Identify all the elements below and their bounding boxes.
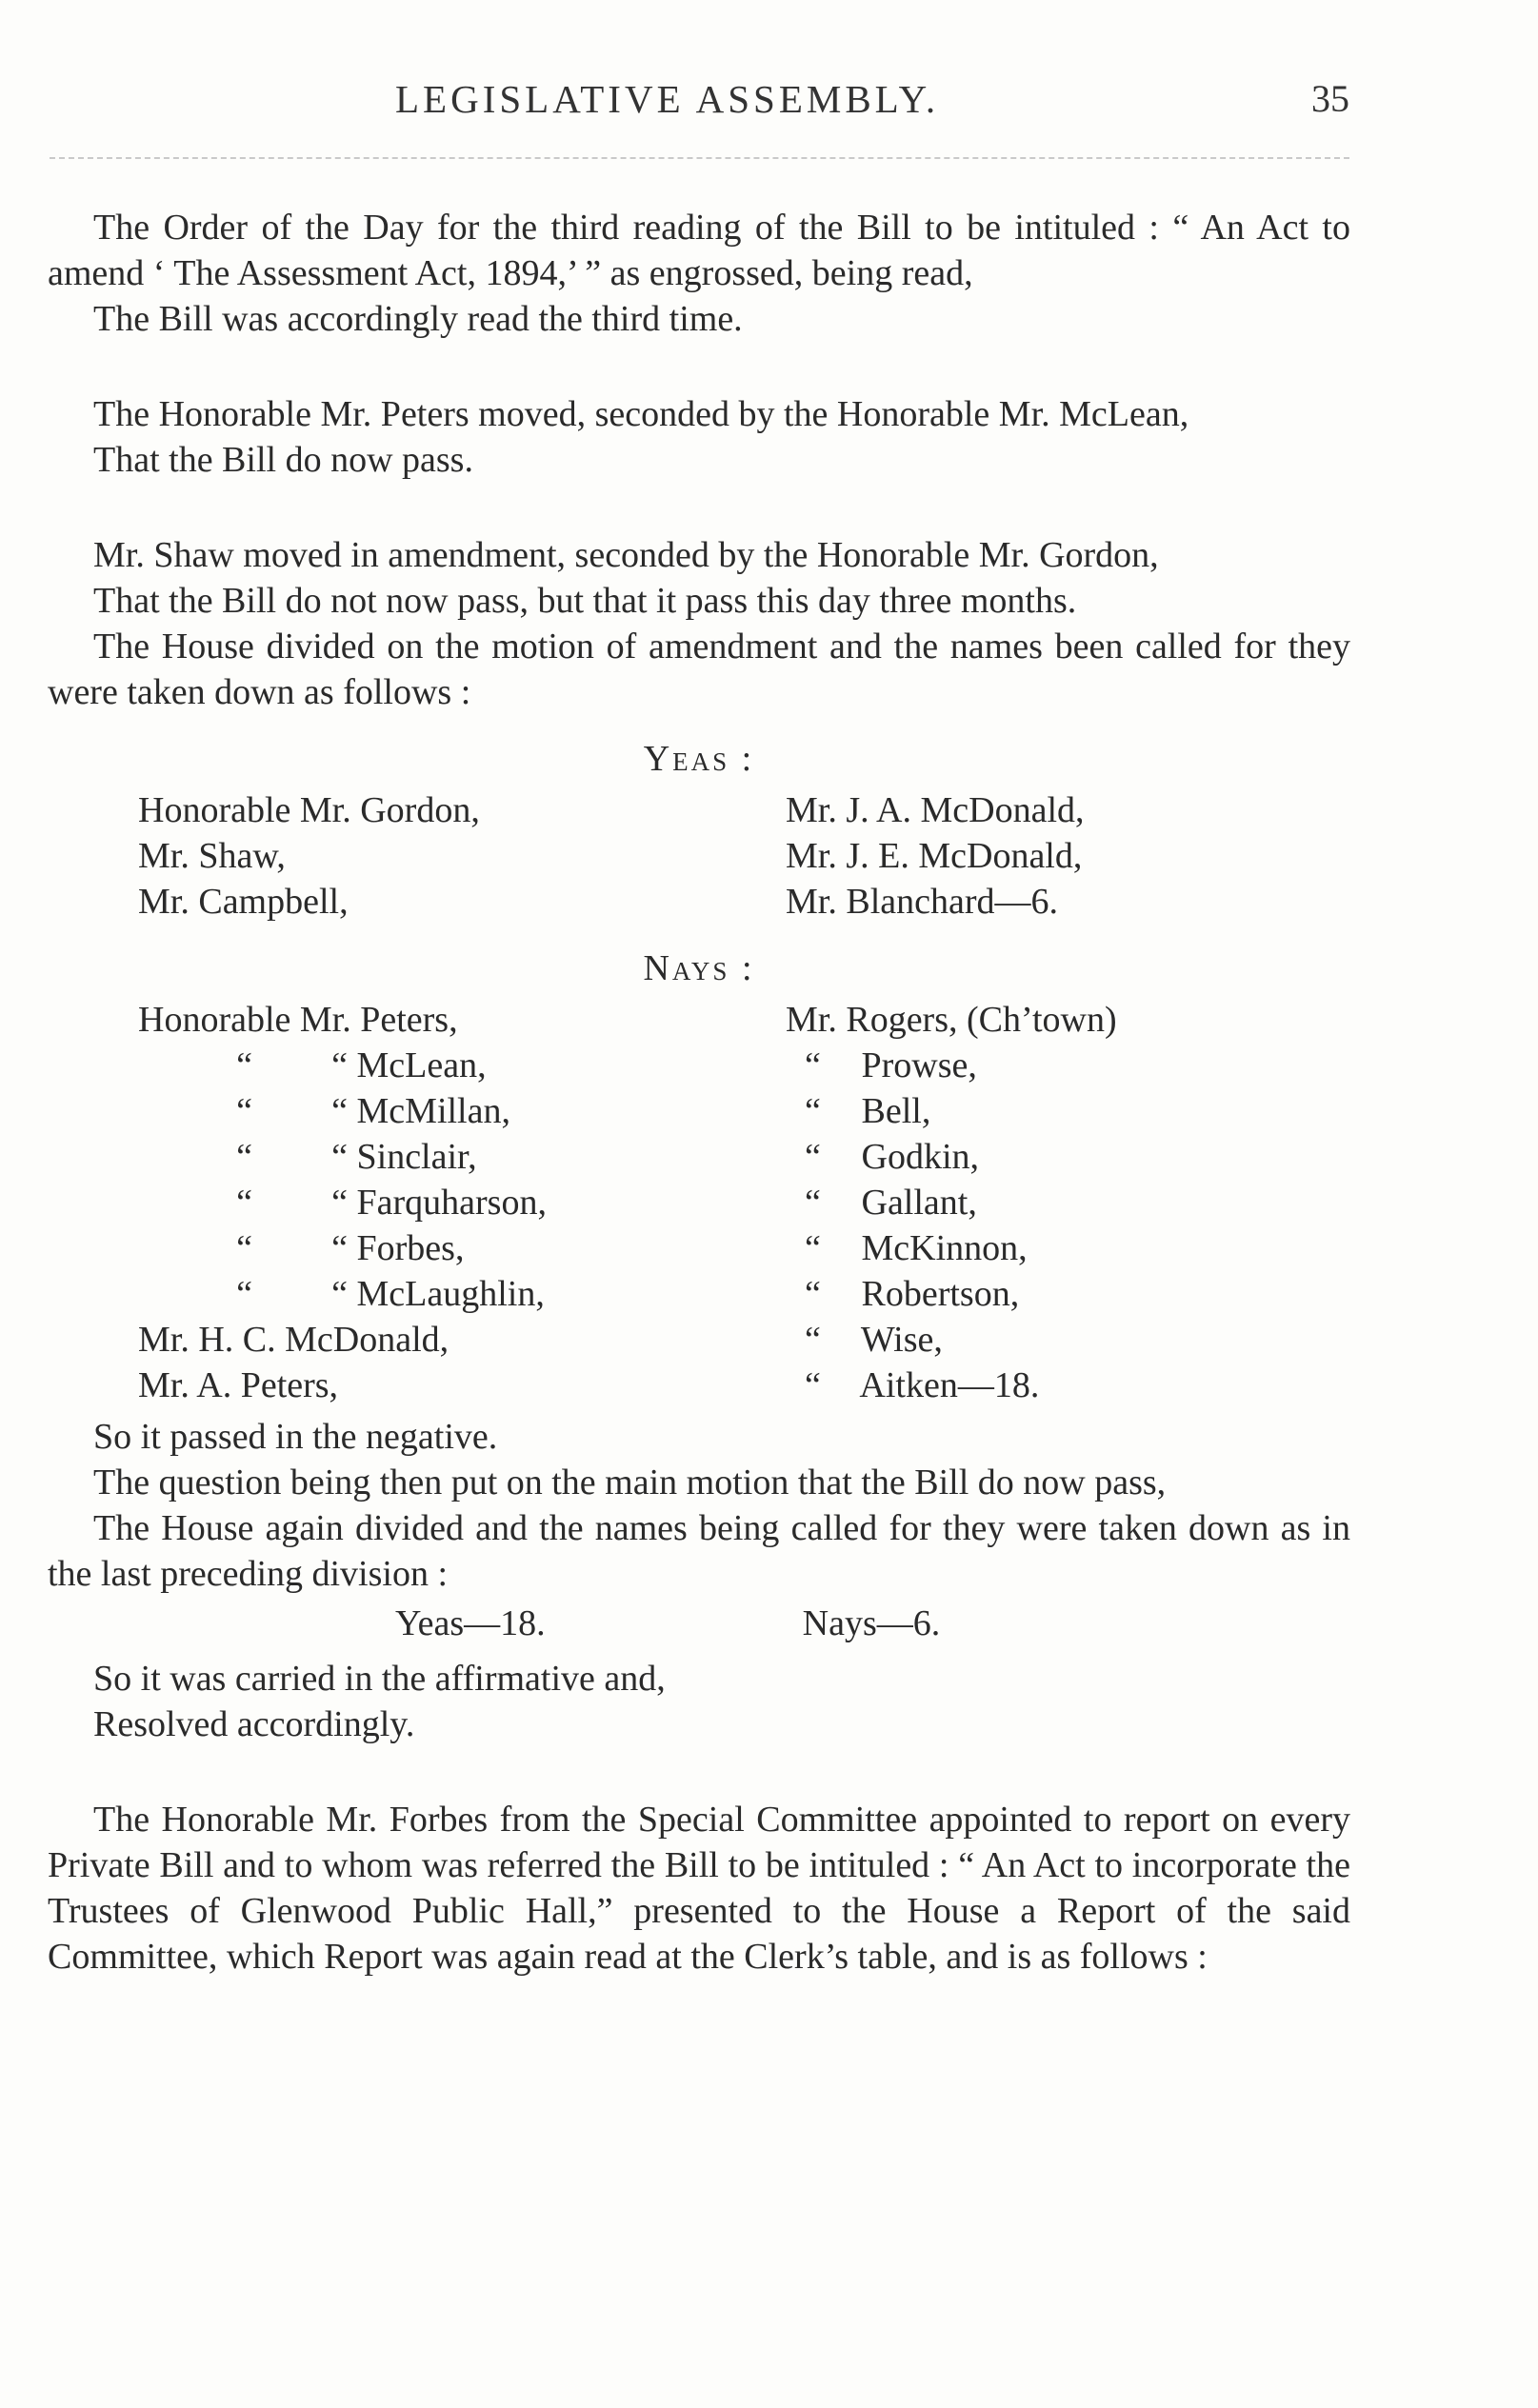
nay-name-ditto: “ McKinnon, [805, 1228, 1028, 1268]
nay-name-ditto: “ “ McLean, [236, 1045, 487, 1085]
yea-name: Mr. J. A. McDonald, [786, 790, 1085, 830]
nay-name-ditto: “ Wise, [805, 1320, 943, 1360]
nay-name: Mr. Rogers, (Ch’town) [786, 1000, 1117, 1040]
page-header [0, 76, 1538, 133]
nay-name: Honorable Mr. Peters, [138, 1000, 458, 1040]
paragraph-negative: So it passed in the negative. [93, 1417, 498, 1457]
nays-heading: Nays : [643, 948, 755, 988]
nay-name-ditto: “ “ Sinclair, [236, 1137, 477, 1177]
nay-name-ditto: “ “ Farquharson, [236, 1183, 547, 1223]
paragraph-again-divided: The House again divided and the names being called for they were taken down as in the last preceding division : [48, 1508, 1350, 1594]
paragraph-amendment-text: That the Bill do not now pass, but that it pass this day three months. [93, 581, 1077, 621]
nay-name-ditto: “ Aitken—18. [805, 1365, 1040, 1405]
page-number: 35 [1311, 77, 1349, 120]
nay-name-ditto: “ “ McLaughlin, [236, 1274, 545, 1314]
yea-name: Mr. Blanchard—6. [786, 882, 1059, 922]
paragraph-order-of-day: The Order of the Day for the third reading of the Bill to be intituled : “ An Act to amend ‘ The Assessment Act, 1894,’ ” as engrossed, being read, [48, 208, 1350, 293]
yea-name: Mr. Campbell, [138, 882, 349, 922]
nay-name: Mr. H. C. McDonald, [138, 1320, 449, 1360]
yeas-list [138, 787, 1350, 925]
yeas-heading: Yeas : [643, 739, 755, 779]
tally-nays: Nays—6. [802, 1603, 941, 1643]
paragraph-do-pass: That the Bill do now pass. [93, 440, 473, 480]
nay-name-ditto: “ “ Forbes, [236, 1228, 465, 1268]
nay-name: Mr. A. Peters, [138, 1365, 339, 1405]
nay-name-ditto: “ Robertson, [805, 1274, 1020, 1314]
body-text [48, 205, 1350, 1980]
yea-name: Mr. Shaw, [138, 836, 286, 876]
paragraph-third-reading: The Bill was accordingly read the third time. [93, 299, 743, 339]
paragraph-main-motion: The question being then put on the main motion that the Bill do now pass, [93, 1463, 1167, 1503]
paragraph-division: The House divided on the motion of amendment and the names been called for they were taken down as follows : [48, 627, 1350, 712]
nay-name-ditto: “ Gallant, [805, 1183, 977, 1223]
nay-name-ditto: “ Godkin, [805, 1137, 979, 1177]
running-title: LEGISLATIVE ASSEMBLY. [395, 77, 940, 121]
nays-list [138, 997, 1350, 1408]
paragraph-committee-report: The Honorable Mr. Forbes from the Special Committee appointed to report on every Private Bill and to whom was referred the Bill to be intituled : “ An Act to incorporate the Trustees of Glenwood Public Hall,” presented to the House a Report of the said Committee, which Report was again read at the Clerk’s table, and is as follows : [48, 1800, 1350, 1977]
paragraph-amendment: Mr. Shaw moved in amendment, seconded by the Honorable Mr. Gordon, [93, 535, 1159, 575]
paragraph-affirmative: So it was carried in the affirmative and, [93, 1659, 666, 1699]
header-rule [50, 157, 1349, 159]
division-tally [48, 1601, 1350, 1646]
paragraph-resolved: Resolved accordingly. [93, 1704, 415, 1744]
paragraph-motion: The Honorable Mr. Peters moved, seconded by the Honorable Mr. McLean, [93, 394, 1189, 434]
nay-name-ditto: “ Prowse, [805, 1045, 977, 1085]
nay-name-ditto: “ “ McMillan, [236, 1091, 510, 1131]
nay-name-ditto: “ Bell, [805, 1091, 931, 1131]
yea-name: Honorable Mr. Gordon, [138, 790, 480, 830]
yea-name: Mr. J. E. McDonald, [786, 836, 1083, 876]
tally-yeas: Yeas—18. [395, 1603, 546, 1643]
